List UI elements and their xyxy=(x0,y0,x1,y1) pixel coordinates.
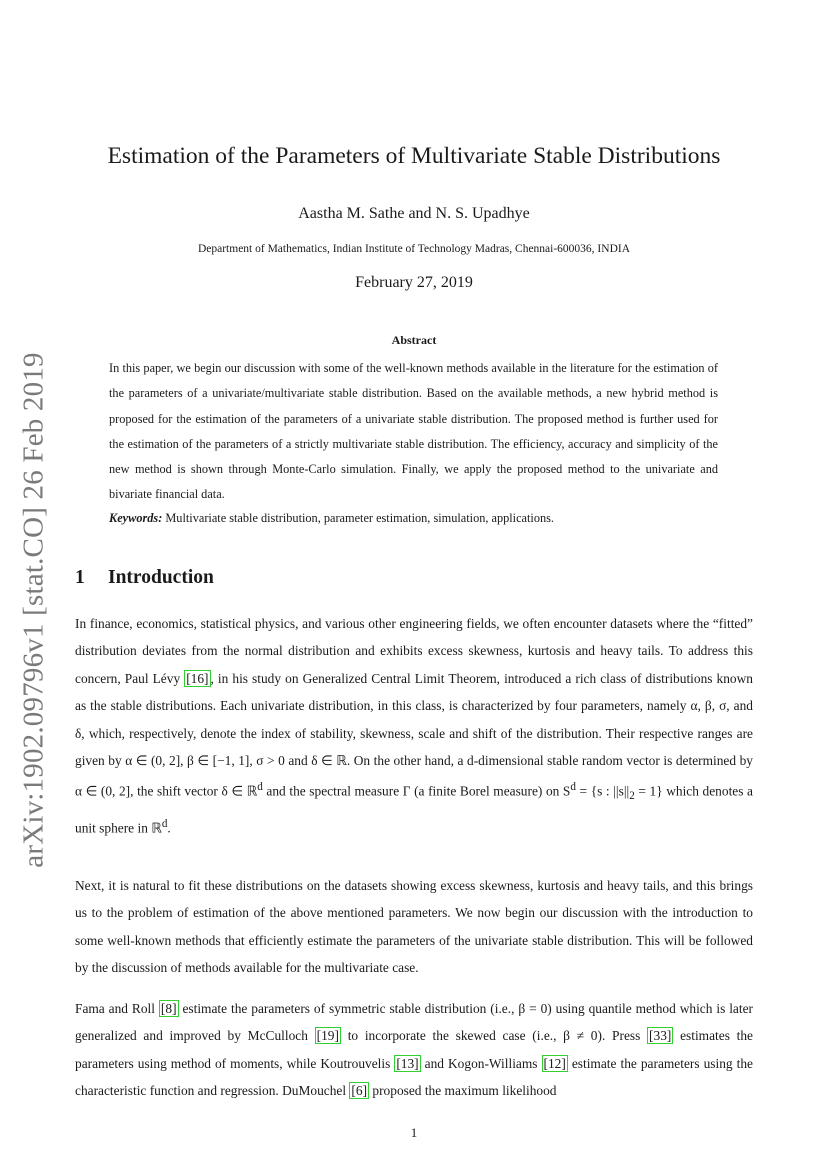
authors: Aastha M. Sathe and N. S. Upadhye xyxy=(298,205,530,222)
text-run: = {s : ||s|| xyxy=(575,783,630,799)
citation-link[interactable]: [19] xyxy=(316,1028,339,1044)
subscript: 2 xyxy=(629,790,635,803)
arxiv-identifier-stamp xyxy=(12,352,56,868)
abstract-body xyxy=(109,356,718,508)
text-run: proposed the maximum likelihood xyxy=(369,1083,557,1099)
keywords-label: Keywords: xyxy=(109,511,163,525)
paper-title: Estimation of the Parameters of Multivariate Stable Distributions xyxy=(107,143,721,169)
intro-paragraph-2 xyxy=(75,872,753,982)
citation-link[interactable]: [12] xyxy=(543,1055,566,1071)
arxiv-stamp-text: arXiv:1902.09796v1 [stat.CO] 26 Feb 2019 xyxy=(17,352,50,868)
text-run: Fama and Roll xyxy=(75,1001,159,1016)
section-number: 1 xyxy=(75,567,85,588)
keywords-text: Multivariate stable distribution, parameter estimation, simulation, applications. xyxy=(165,511,555,525)
keywords-line xyxy=(109,511,718,526)
superscript: d xyxy=(570,781,576,794)
text-run: In finance, economics, statistical physics, and various other engineering fields, we often encounter datasets where the “fitted” distribution deviates from the normal distribution and exhibits excess skewness, kurtosis and heavy tails. To address this concern, Paul Lévy xyxy=(75,616,753,686)
section-heading xyxy=(75,567,214,589)
text-run: estimate the parameters of symmetric stable distribution (i.e., β = 0) using quantile method which is later generalized and improved by McCulloch xyxy=(75,1001,753,1044)
text-run: . xyxy=(167,820,171,836)
intro-paragraph-3 xyxy=(75,995,753,1105)
page-number: 1 xyxy=(410,1125,418,1140)
text-run: and Kogon-Williams xyxy=(420,1055,542,1071)
affiliation: Department of Mathematics, Indian Institute of Technology Madras, Chennai-600036, INDIA xyxy=(197,243,631,255)
section-title: Introduction xyxy=(108,567,214,588)
citation-link[interactable]: [33] xyxy=(649,1028,672,1044)
text-run: , in his study on Generalized Central Limit Theorem, introduced a rich class of distributions known as the stable distributions. Each univariate distribution, in this class, is characterized by four parameters, namely α, β, σ, and δ, which, respectively, denote the index of stability, skewness, scale and shift of the distribution. Their respective ranges are given by α ∈ (0, 2], β ∈ [−1, 1], σ > 0 and δ ∈ ℝ. On the other hand, a d-dimensional stable random vector is determined by α ∈ (0, 2], the shift vector δ ∈ ℝ xyxy=(75,670,753,799)
date: February 27, 2019 xyxy=(355,274,473,291)
citation-link[interactable]: [13] xyxy=(396,1055,419,1071)
citation-link[interactable]: [8] xyxy=(160,1001,177,1016)
text-run: = 1} which denotes a unit sphere in ℝ xyxy=(75,783,753,836)
text-run: estimate the parameters using the characteristic function and regression. DuMouchel xyxy=(75,1055,753,1099)
superscript: d xyxy=(257,781,263,794)
text-run: and the spectral measure Γ (a finite Borel measure) on S xyxy=(262,783,571,799)
citation-link[interactable]: [16] xyxy=(186,670,209,686)
abstract-heading: Abstract xyxy=(391,333,437,347)
paragraph-text: Next, it is natural to fit these distributions on the datasets showing excess skewness, kurtosis and heavy tails, and this brings us to the problem of estimation of the above mentioned parameters. We now begin our discussion with the introduction to some well-known methods that efficiently estimate the parameters of the univariate stable distribution. This will be followed by the discussion of methods available for the multivariate case. xyxy=(75,878,753,976)
superscript: d xyxy=(161,817,168,830)
citation-link[interactable]: [6] xyxy=(351,1083,368,1099)
abstract-text: In this paper, we begin our discussion with some of the well-known methods available in the literature for the estimation of the parameters of a univariate/multivariate stable distribution. Based on the available methods, a new hybrid method is proposed for the estimation of the parameters of a univariate stable distribution. The proposed method is further used for the estimation of the parameters of a strictly multivariate stable distribution. The efficiency, accuracy and simplicity of the new method is shown through Monte-Carlo simulation. Finally, we apply the proposed method to the univariate and bivariate financial data. xyxy=(109,361,718,502)
text-run: to incorporate the skewed case (i.e., β ≠ 0). Press xyxy=(340,1028,648,1044)
intro-paragraph-1 xyxy=(75,610,753,842)
text-run: estimates the parameters using method of moments, while Koutrouvelis xyxy=(75,1028,754,1071)
